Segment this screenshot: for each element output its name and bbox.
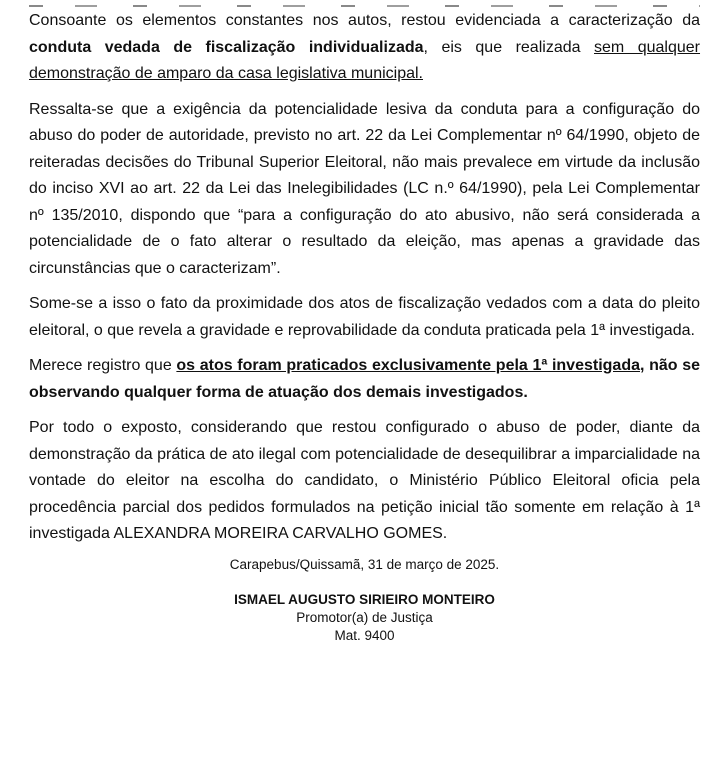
paragraph-conduta-vedada bbox=[29, 8, 700, 88]
signer-registration: Mat. 9400 bbox=[334, 627, 395, 643]
text-run: Por todo o exposto, considerando que restou configurado o abuso de poder, diante da demonstração da prática de ato ilegal com potencialidade de desequilibrar a imparcialidade na vontade do eleitor na escolha do candidato, o Ministério Público Eleitoral oficia pela procedência parcial dos pedidos formulados na petição inicial tão somente em relação à 1ª investigada ALEXANDRA MOREIRA CARVALHO GOMES. bbox=[29, 419, 700, 542]
dateline: Carapebus/Quissamã, 31 de março de 2025. bbox=[229, 556, 500, 572]
signer-name: ISMAEL AUGUSTO SIRIEIRO MONTEIRO bbox=[234, 591, 495, 607]
paragraph-proximidade bbox=[29, 291, 700, 344]
paragraph-potencialidade bbox=[29, 97, 700, 283]
signer-role: Promotor(a) de Justiça bbox=[296, 609, 433, 625]
text-run: os atos foram praticados exclusivamente pela 1ª investigada bbox=[176, 357, 640, 374]
text-run: sem qualquer demonstração de amparo da casa legislativa municipal. bbox=[29, 38, 701, 82]
text-run: Some-se a isso o fato da proximidade dos atos de fiscalização vedados com a data do pleito eleitoral, o que revela a gravidade e reprovabilidade da conduta praticada pela 1ª investigada. bbox=[29, 295, 700, 339]
paragraph-conclusao bbox=[29, 415, 700, 548]
text-run: Merece registro que bbox=[29, 357, 177, 374]
document-body bbox=[29, 8, 700, 548]
text-run: , eis que realizada bbox=[423, 38, 595, 56]
text-run: , não se observando qualquer forma de atuação dos demais investigados. bbox=[29, 357, 701, 401]
text-run: Consoante os elementos constantes nos autos, restou evidenciada a caracterização da bbox=[29, 12, 700, 29]
text-run: conduta vedada de fiscalização individualizada bbox=[29, 38, 424, 56]
text-run: Ressalta-se que a exigência da potencialidade lesiva da conduta para a configuração do abuso do poder de autoridade, previsto no art. 22 da Lei Complementar nº 64/1990, objeto de reiteradas decisões do Tribunal Superior Eleitoral, não mais prevalece em virtude da inclusão do inciso XVI ao art. 22 da Lei das Inelegibilidades (LC n.º 64/1990), pela Lei Complementar nº 135/2010, dispondo que “para a configuração do ato abusivo, não será considerada a potencialidade de o fato alterar o resultado da eleição, mas apenas a gravidade das circunstâncias que o caracterizam”. bbox=[29, 100, 700, 277]
signature-block bbox=[29, 591, 700, 645]
paragraph-merece-registro bbox=[29, 353, 700, 406]
